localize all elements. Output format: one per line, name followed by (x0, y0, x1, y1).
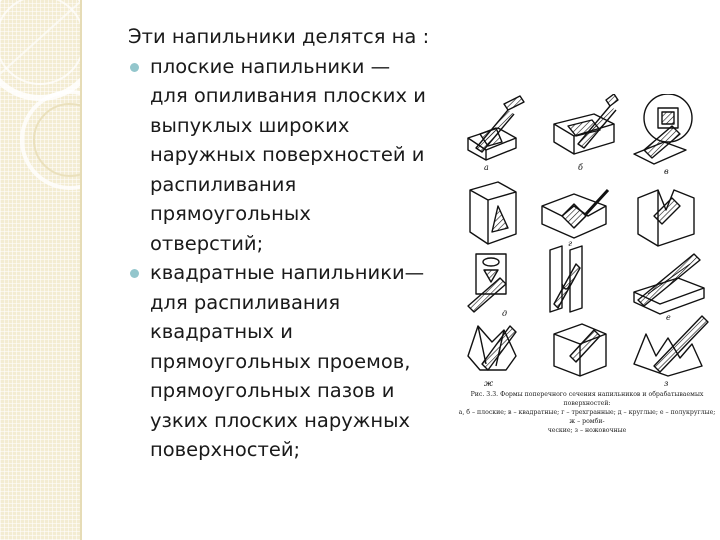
panel-g3-illustration (638, 190, 694, 246)
bullet-line: прямоугольных пазов и (150, 379, 395, 402)
intro-heading: Эти напильники делятся на : (128, 25, 430, 48)
bullet-line: квадратных и (150, 320, 293, 343)
bullet-line: наружных поверхностей и (150, 143, 425, 166)
bullet-line: выпуклых широких (150, 113, 350, 137)
bullet-line: узких плоских наружных (150, 408, 411, 432)
bullet-line: распиливания (150, 172, 297, 196)
panel-label: е (666, 313, 671, 322)
caption-line: Рис. 3.3. Формы поперечного сечения напильников и обрабатываемых (470, 391, 704, 398)
divider (80, 0, 82, 540)
bullet-list (128, 52, 458, 465)
panel-v-illustration (634, 94, 692, 164)
panel-b-illustration (554, 94, 618, 154)
bullet-item-flat-files (128, 52, 458, 259)
panel-g2-illustration (542, 190, 608, 238)
panel-zh2-illustration (554, 324, 606, 376)
panel-a-illustration (468, 96, 524, 160)
panel-label: в (664, 167, 669, 176)
figure-caption (456, 390, 718, 435)
panel-zh-illustration (468, 326, 516, 370)
bullet-line: для опиливания плоских и (150, 84, 426, 107)
panel-e-illustration (550, 246, 582, 312)
decorative-circles-icon (0, 0, 80, 540)
caption-line: ческие; з – ножовочные (547, 427, 627, 434)
caption-line: поверхностей: (563, 400, 611, 407)
bullet-line: плоские напильники — (150, 54, 391, 78)
decorative-side-strip (0, 0, 80, 540)
file-illustration (458, 94, 720, 394)
bullet-dot-icon (130, 63, 139, 72)
bullet-dot-icon (130, 269, 139, 278)
bullet-line: прямоугольных (150, 202, 311, 225)
bullet-item-square-files (128, 258, 458, 465)
slide-text (128, 22, 458, 465)
panel-label: з (664, 379, 669, 388)
panel-d-illustration (468, 254, 506, 312)
bullet-line: поверхностей; (150, 438, 301, 461)
panel-label: г (568, 239, 573, 248)
panel-label: а (484, 163, 489, 172)
panel-label: б (578, 163, 583, 172)
panel-z-illustration (634, 316, 708, 376)
panel-e2-illustration (634, 254, 704, 314)
bullet-line: для распиливания (150, 290, 341, 314)
bullet-line: квадратные напильники— (150, 261, 425, 284)
panel-g1-illustration (470, 182, 516, 244)
panel-label: ж (484, 379, 494, 388)
caption-line: а, б – плоские; в – квадратные; г – трехгранные; д – круглые; е – полукруглые; ж – ромби- (458, 409, 716, 425)
panel-label: д (502, 309, 508, 318)
bullet-line: прямоугольных проемов, (150, 349, 411, 373)
bullet-line: отверстий; (150, 231, 264, 255)
